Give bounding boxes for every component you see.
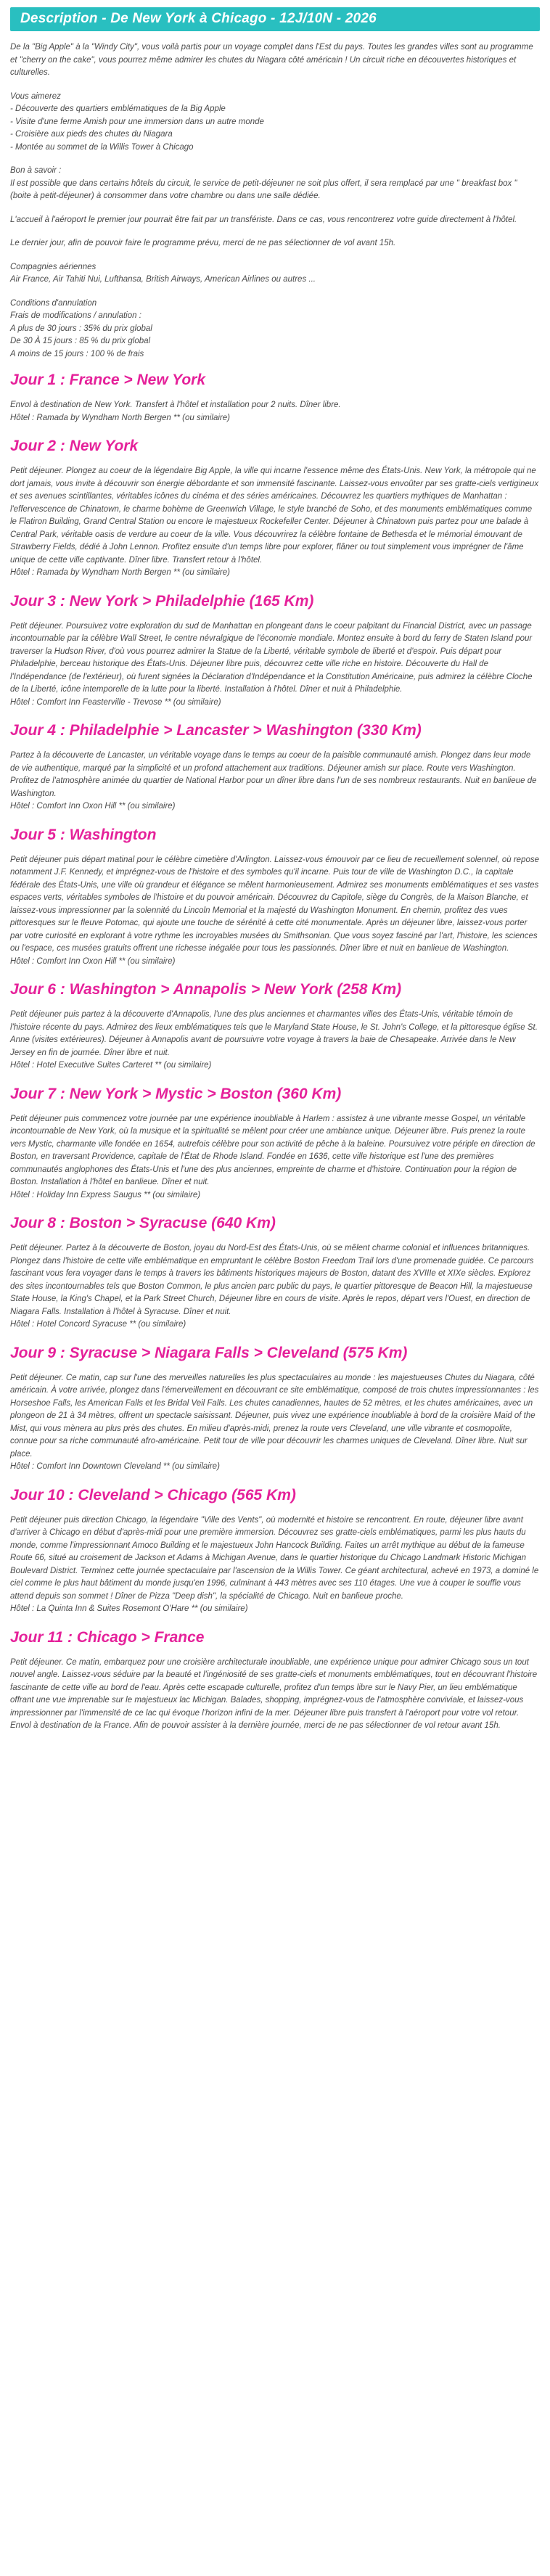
cancel-title: Conditions d'annulation (10, 298, 97, 308)
cancel-block (10, 298, 540, 361)
good-to-know-block (10, 165, 540, 203)
day-section (10, 372, 540, 424)
day-title: Jour 9 : Syracuse > Niagara Falls > Cleveland (575 Km) (10, 1344, 408, 1361)
day-title: Jour 6 : Washington > Annapolis > New York (258 Km) (10, 981, 402, 998)
day-text: Envol à destination de New York. Transfert à l'hôtel et installation pour 2 nuits. Dîner libre. (10, 401, 341, 409)
day-hotel: Hôtel : Hotel Executive Suites Carteret ** (ou similaire) (10, 1061, 212, 1070)
airport-note: L'accueil à l'aéroport le premier jour pourrait être fait par un transfériste. Dans ce cas, vous rencontrerez votre guide directement à l'hôtel. (10, 215, 517, 224)
day-hotel: Hôtel : La Quinta Inn & Suites Rosemont O'Hare ** (ou similaire) (10, 1604, 248, 1613)
day-section (10, 1487, 540, 1616)
day-title: Jour 2 : New York (10, 438, 139, 454)
cancel-item: De 30 À 15 jours : 85 % du prix global (10, 337, 151, 345)
loves-item: - Croisière aux pieds des chutes du Niagara (10, 130, 173, 139)
day-section (10, 1345, 540, 1474)
day-hotel: Hôtel : Comfort Inn Downtown Cleveland ** (ou similaire) (10, 1462, 220, 1471)
day-title: Jour 1 : France > New York (10, 372, 206, 388)
day-hotel: Hôtel : Ramada by Wyndham North Bergen ** (ou similaire) (10, 413, 230, 422)
day-text: Petit déjeuner puis partez à la découverte d'Annapolis, l'une des plus anciennes et charmantes villes des États-Unis, véritable témoin de l'histoire récente du pays. Admirez des lieux emblématiques tels que le Maryland State House, le St. John's College, et la pittoresque église St. Anne (visites extérieures). Déjeuner à Annapolis avant de poursuivre votre voyage à travers la baie de Chesapeake. Arrivée dans le New Jersey en fin de journée. Dîner libre et nuit. (10, 1010, 538, 1057)
day-text: Petit déjeuner puis départ matinal pour le célèbre cimetière d'Arlington. Laissez-vous émouvoir par ce lieu de recueillement solennel, où repose notamment J.F. Kennedy, et imprégnez-vous de l'histoire et des symboles qu'il incarne. Puis tour de ville de Washington D.C., la capitale fédérale des États-Unis, une ville où grandeur et élégance se mêlent harmonieusement. Admirez ses monuments emblématiques et ses vastes espaces verts, véritables symboles de l'histoire et du pouvoir américain. Découvrez du Capitole, siège du Congrès, de la Maison Blanche, et laissez-vous impressionner par la solennité du Lincoln Memorial et la majesté du Washington Monument. En chemin, profitez des vues pittoresques sur le fleuve Potomac, qui ajoute une touche de sérénité à cette cité monumentale. Après un déjeuner libre, laissez-vous porter par votre curiosité en explorant à votre rythme les incroyables musées du Smithsonian. Que vous soyez fasciné par l'art, l'histoire, les sciences ou l'espace, ces musées gratuits offrent une richesse inégalée pour tous les passionnés. Dîner libre et nuit en banlieue de Washington. (10, 855, 540, 953)
day-text: Petit déjeuner. Poursuivez votre exploration du sud de Manhattan en plongeant dans le coeur palpitant du Financial District, avec un passage incontournable par la célèbre Wall Street, le centre névralgique de l'économie mondiale. Montez ensuite à bord du ferry de Staten Island pour traverser la Hudson River, d'où vous pourrez admirer la Statue de la Liberté, véritable symbole de liberté et d'espoir. Puis départ pour Philadelphie, berceau historique des États-Unis. Déjeuner libre puis, découvrez cette ville riche en histoire. Découverte du Hall de l'Indépendance (de l'extérieur), où furent signées la Déclaration d'Indépendance et la Constitution Américaine, puis admirez la célèbre Cloche de la Liberté, icône intemporelle de la lutte pour la liberté. Installation à l'hôtel. Dîner et nuit à Philadelphie. (10, 621, 533, 694)
day-hotel: Hôtel : Holiday Inn Express Saugus ** (ou similaire) (10, 1190, 201, 1199)
day-title: Jour 3 : New York > Philadelphie (165 Km) (10, 592, 314, 610)
day-text: Petit déjeuner. Partez à la découverte de Boston, joyau du Nord-Est des États-Unis, où se mêlent charme colonial et influences britanniques. Plongez dans l'histoire de cette ville emblématique en empruntant le célèbre Boston Freedom Trail lors d'une promenade guidée. Ce parcours fascinant vous fera voyager dans le temps à travers les bâtiments historiques majeurs de Boston, datant des XVIIIe et XIXe siècles. Explorez des sites incontournables tels que Boston Common, le plus ancien parc public du pays, le quartier pittoresque de Beacon Hill, la majestueuse State House, la King's Chapel, et la Park Street Church, Déjeuner libre en cours de visite. Après le repos, départ vers l'Ouest, en direction de Niagara Falls. Installation à l'hôtel à Syracuse. Dîner et nuit. (10, 1244, 534, 1316)
day-title: Jour 11 : Chicago > France (10, 1628, 205, 1646)
intro-section (10, 41, 540, 361)
page-title: Description - De New York à Chicago - 12J/10N - 2026 (10, 7, 540, 31)
day-title: Jour 5 : Washington (10, 826, 157, 843)
good-to-know-text: Il est possible que dans certains hôtels du circuit, le service de petit-déjeuner ne soit plus offert, il sera remplacé par une " breakfast box " (boite à petit-déjeuner) à consommer dans votre chambre ou dans une salle dédiée. (10, 179, 517, 200)
day-hotel: Hôtel : Comfort Inn Feasterville - Trevose ** (ou similaire) (10, 697, 221, 707)
good-to-know-title: Bon à savoir : (10, 166, 62, 175)
day-title: Jour 4 : Philadelphie > Lancaster > Washington (330 Km) (10, 722, 422, 739)
cancel-item: Frais de modifications / annulation : (10, 311, 141, 320)
loves-item: - Montée au sommet de la Willis Tower à Chicago (10, 142, 194, 152)
loves-block (10, 91, 540, 155)
day-section (10, 1215, 540, 1332)
last-day-note: Le dernier jour, afin de pouvoir faire le programme prévu, merci de ne pas sélectionner de vol avant 15h. (10, 239, 396, 247)
day-text: Petit déjeuner. Ce matin, embarquez pour une croisière architecturale inoubliable, une expérience unique pour admirer Chicago sous un tout nouvel angle. Laissez-vous séduire par la beauté et l'ingéniosité de ses gratte-ciels et monuments emblématiques, tout en découvrant l'histoire fascinante de cette ville au bord de l'eau. Après cette escapade culturelle, profitez d'un temps libre sur le Navy Pier, un lieu emblématique offrant une vue imprenable sur le majestueux lac Michigan. Balades, shopping, imprégnez-vous de l'atmosphère conviviale, et laissez-vous impressionner par l'immensité de ce lac qui évoque l'horizon infini de la mer. Déjeuner libre puis transfert à l'aéroport pour votre vol retour. Envol à destination de la France. Afin de pouvoir assister à la dernière journée, merci de ne pas sélectionner de vol retour avant 15h. (10, 1657, 538, 1730)
loves-item: - Découverte des quartiers emblématiques de la Big Apple (10, 104, 226, 113)
day-title: Jour 10 : Cleveland > Chicago (565 Km) (10, 1486, 296, 1504)
intro-paragraph: De la "Big Apple" à la "Windy City", vous voilà partis pour un voyage complet dans l'Est du pays. Toutes les grandes villes sont au programme et "cherry on the cake", vous pourrez même admirer les chutes du Niagara côté américain ! Un circuit riche en découvertes historiques et culturelles. (10, 43, 533, 77)
airlines-block (10, 261, 540, 287)
day-hotel: Hôtel : Ramada by Wyndham North Bergen ** (ou similaire) (10, 568, 230, 577)
cancel-item: A moins de 15 jours : 100 % de frais (10, 349, 144, 358)
day-text: Petit déjeuner. Plongez au coeur de la légendaire Big Apple, la ville qui incarne l'essence même des États-Unis. New York, la métropole qui ne dort jamais, vous invite à découvrir son énergie débordante et son immensité fascinante. Laissez-vous envoûter par ses gratte-ciels vertigineux et ses avenues scintillantes, véritables icônes du cinéma et des séries américaines. Découvrez les quartiers mythiques de Manhattan : l'effervescence de Chinatown, le charme bohème de Greenwich Village, le style branché de Soho, et des monuments emblématiques comme le Flatiron Building, Grand Central Station ou encore le majestueux Rockefeller Center. Déjeuner à Chinatown puis partez pour une balade à Central Park, véritable oasis de verdure au coeur de la ville. Vous découvrirez la célèbre fontaine de Bethesda et le mémorial émouvant de Strawberry Fields, dédié à John Lennon. Profitez ensuite d'un temps libre pour explorer, flâner ou tout simplement vous imprégner de l'âme unique de cette ville captivante. Dîner libre. Transfert retour à l'hôtel. (10, 467, 539, 565)
airlines-list: Air France, Air Tahiti Nui, Lufthansa, British Airways, American Airlines ou autres ... (10, 275, 316, 284)
day-section (10, 1629, 540, 1733)
day-hotel: Hôtel : Comfort Inn Oxon Hill ** (ou similaire) (10, 802, 176, 811)
day-section (10, 981, 540, 1072)
day-text: Partez à la découverte de Lancaster, un véritable voyage dans le temps au coeur de la paisible communauté amish. Plongez dans leur mode de vie authentique, marqué par la simplicité et un profond attachement aux traditions. Déjeuner amish sur place. Route vers Washington. Profitez de l'atmosphère animée du quartier de National Harbor pour un dîner libre dans l'un de ses nombreux restaurants. Nuit en banlieue de Washington. (10, 751, 537, 798)
day-hotel: Hôtel : Comfort Inn Oxon Hill ** (ou similaire) (10, 956, 176, 966)
loves-title: Vous aimerez (10, 91, 61, 101)
cancel-item: A plus de 30 jours : 35% du prix global (10, 324, 152, 333)
loves-item: - Visite d'une ferme Amish pour une immersion dans un autre monde (10, 117, 264, 126)
day-title: Jour 8 : Boston > Syracuse (640 Km) (10, 1215, 276, 1231)
day-title: Jour 7 : New York > Mystic > Boston (360 Km) (10, 1085, 342, 1102)
day-section (10, 1086, 540, 1202)
day-section (10, 722, 540, 813)
day-text: Petit déjeuner puis direction Chicago, la légendaire "Ville des Vents", où modernité et histoire se rencontrent. En route, déjeuner libre avant d'arriver à Chicago en début d'après-midi pour une première immersion. Découvrez ses gratte-ciels emblématiques, parmi les plus hauts du monde, comme l'impressionnant Amoco Building et le majestueux John Hancock Building. Faites un arrêt mythique au début de la fameuse Route 66, situé au croisement de Jackson et Adams à Michigan Avenue, dans le quartier historique du Chicago Landmark Historic Michigan Boulevard District. Terminez cette journée spectaculaire par l'ascension de la Willis Tower. Ce géant architectural, achevé en 1973, a dominé le ciel comme le plus haut bâtiment du monde jusqu'en 1996, culminant à 443 mètres avec ses 110 étages. Une vue à couper le souffle vous attend depuis son sommet ! Dîner de Pizza "Deep dish", la spécialité de Chicago. Nuit en banlieue proche. (10, 1515, 539, 1601)
airlines-title: Compagnies aériennes (10, 262, 97, 271)
day-section (10, 438, 540, 580)
day-text: Petit déjeuner puis commencez votre journée par une expérience inoubliable à Harlem : assistez à une vibrante messe Gospel, un véritable incontournable de New York, où la musique et la spiritualité se mêlent pour créer une ambiance unique. Déjeuner libre. Puis prenez la route vers Mystic, charmante ville fondée en 1654, autrefois célèbre pour son activité de pêche à la baleine. Poursuivez votre périple en direction de Boston, en traversant Providence, capitale de l'État de Rhode Island. Fondée en 1636, cette ville historique est l'une des premières communautés anglophones des États-Unis et l'une des plus anciennes, empreinte de charme et d'histoire. Continuation pour la région de Boston. Installation à l'hôtel en banlieue. Dîner et nuit. (10, 1114, 535, 1186)
day-hotel: Hôtel : Hotel Concord Syracuse ** (ou similaire) (10, 1320, 186, 1329)
day-text: Petit déjeuner. Ce matin, cap sur l'une des merveilles naturelles les plus spectaculaires au monde : les majestueuses Chutes du Niagara, côté américain. À votre arrivée, plongez dans l'émerveillement en découvrant ce site emblématique, composé de trois chutes impressionnantes : les Horseshoe Falls, les American Falls et les Bridal Veil Falls. Les chutes canadiennes, hautes de 52 mètres, et les chutes américaines, avec un plongeon de 21 à 34 mètres, offrent un spectacle saisissant. Déjeuner, puis vivez une expérience inoubliable à bord de la croisière Maid of the Mist, qui vous mènera au plus près des chutes. En milieu d'après-midi, prenez la route vers Cleveland, une ville vibrante et cosmopolite, connue pour sa riche communauté afro-américaine. Petit tour de ville pour découvrir les charmes uniques de Cleveland. Dîner libre. Nuit sur place. (10, 1373, 539, 1459)
day-section (10, 826, 540, 969)
day-section (10, 593, 540, 710)
